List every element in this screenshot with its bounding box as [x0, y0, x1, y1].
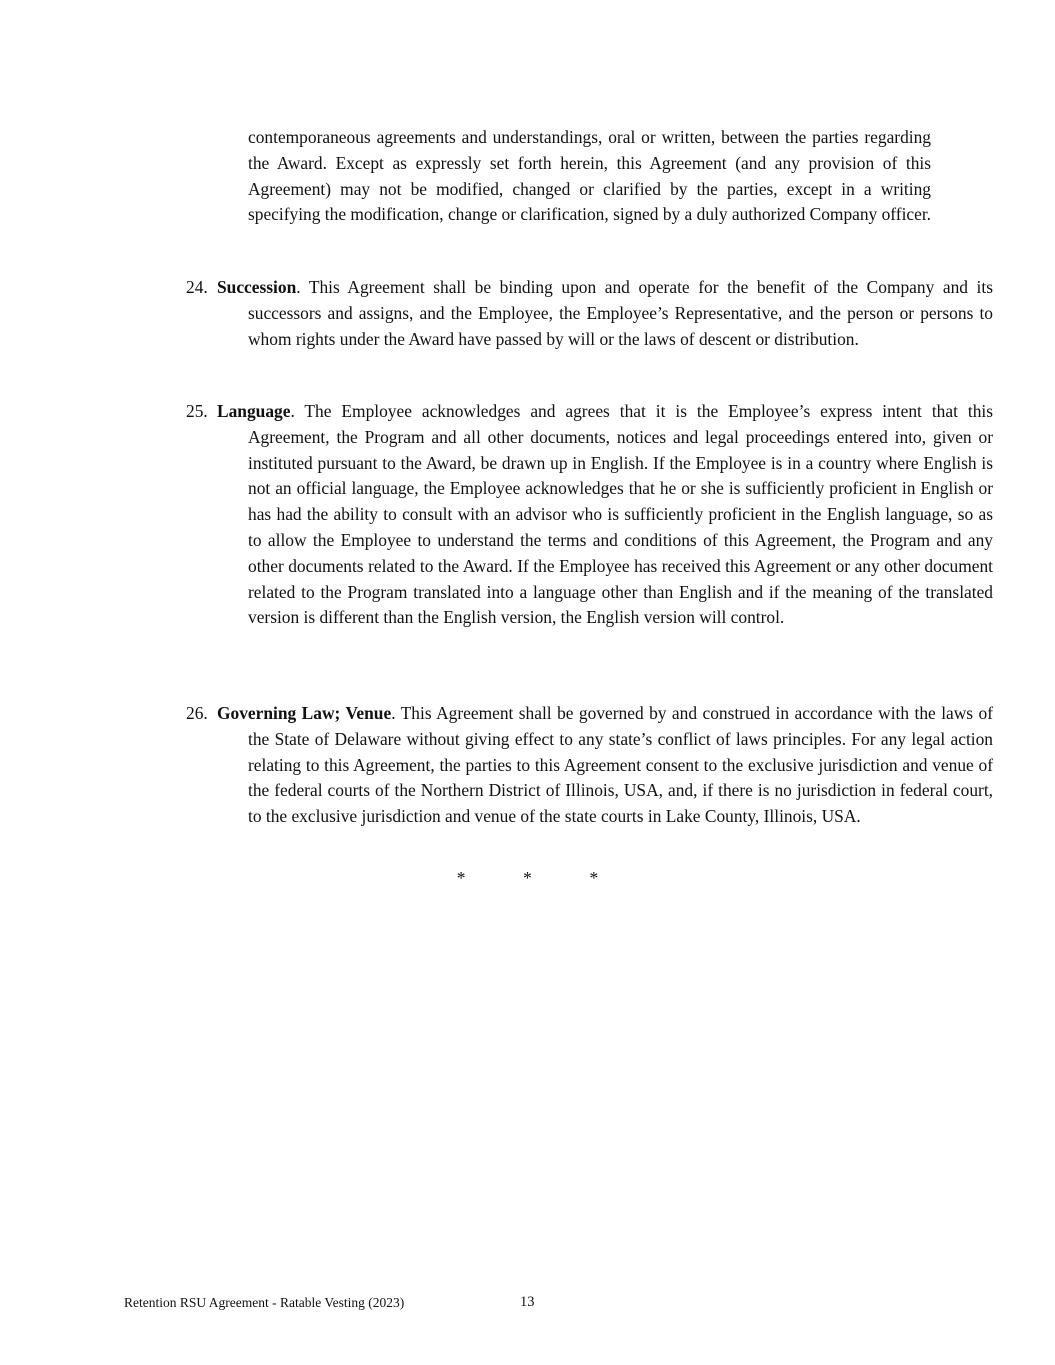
section-26-governing-law [186, 701, 993, 830]
section-body: . This Agreement shall be binding upon and operate for the benefit of the Company and its successors and assigns, and the Employee, the Employee’s Representative, and the person or persons to whom rights under the Award have passed by will or the laws of descent or distribution. [248, 277, 993, 349]
section-number: 24. [186, 277, 208, 297]
section-number: 25. [186, 401, 208, 421]
section-heading: Succession [217, 277, 297, 297]
footer-document-title: Retention RSU Agreement - Ratable Vesting (2023) [124, 1295, 405, 1310]
section-24-succession [186, 275, 993, 352]
separator-star: * [456, 868, 466, 888]
end-separator [0, 866, 1055, 890]
section-body: . The Employee acknowledges and agrees that it is the Employee’s express intent that this Agreement, the Program and all other documents, notices and legal proceedings entered into, given or instituted pursuant to the Award, be drawn up in English. If the Employee is in a country where English is not an official language, the Employee acknowledges that he or she is sufficiently proficient in English or has had the ability to consult with an advisor who is sufficiently proficient in the English language, so as to allow the Employee to understand the terms and conditions of this Agreement, the Program and any other documents related to the Award. If the Employee has received this Agreement or any other document related to the Program translated into a language other than English and if the meaning of the translated version is different than the English version, the English version will control. [248, 401, 993, 628]
separator-star: * [589, 868, 599, 888]
section-25-language [186, 399, 993, 631]
section-body: . This Agreement shall be governed by and construed in accordance with the laws of the State of Delaware without giving effect to any state’s conflict of laws principles. For any legal action relating to this Agreement, the parties to this Agreement consent to the exclusive jurisdiction and venue of the federal courts of the Northern District of Illinois, USA, and, if there is no jurisdiction in federal court, to the exclusive jurisdiction and venue of the state courts in Lake County, Illinois, USA. [248, 703, 994, 827]
footer-page-number: 13 [520, 1294, 535, 1310]
continuation-paragraph: contemporaneous agreements and understandings, oral or written, between the parties regarding the Award. Except as expressly set forth herein, this Agreement (and any provision of this Agreement) may not be modified, changed or clarified by the parties, except in a writing specifying the modification, change or clarification, signed by a duly authorized Company officer. [248, 127, 932, 225]
section-heading: Governing Law; Venue [217, 703, 392, 723]
separator-star: * [523, 868, 532, 888]
section-heading: Language [217, 401, 291, 421]
section-number: 26. [186, 703, 208, 723]
